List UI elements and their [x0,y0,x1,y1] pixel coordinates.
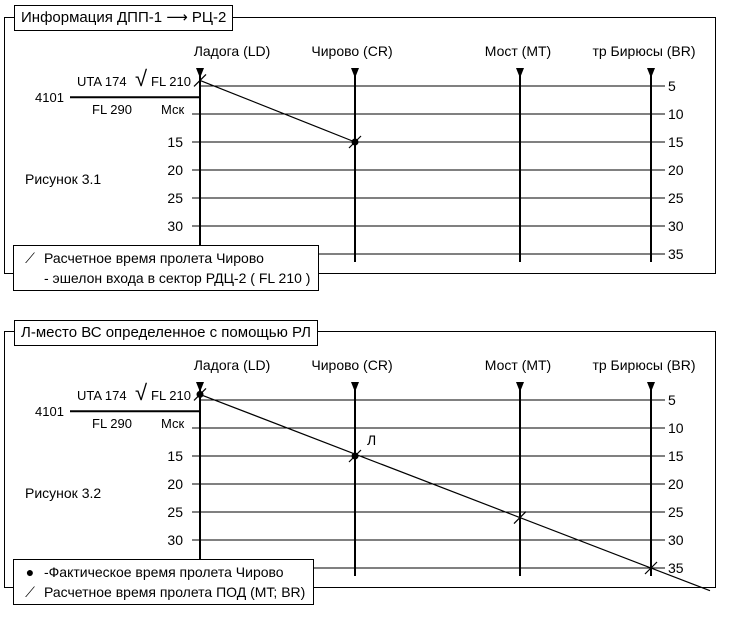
flight-number: 4101 [35,90,64,106]
flight-number: 4101 [35,404,64,420]
time-tick-right: 10 [668,106,684,122]
planned-level: FL 290 [92,416,132,431]
check-icon: √ [135,380,148,405]
route-point-label: Мост (MT) [484,43,552,59]
figure-label: Рисунок 3.2 [25,485,102,502]
route-point-marker-icon [516,382,524,392]
entry-level: FL 210 [151,74,191,89]
legend-2-row-1 [22,562,305,582]
time-tick-right: 20 [668,476,684,492]
route-point-label: Чирово (CR) [311,357,393,373]
route-point-label: Ладога (LD) [193,43,271,59]
figure-label: Рисунок 3.1 [25,171,102,188]
actual-time-dot [352,453,359,460]
check-icon: √ [135,66,148,91]
time-zone: Мск [161,416,185,431]
panel-title-2: Л-место ВС определенное с помощью РЛ [14,320,318,346]
legend-2-text-1: -Фактическое время пролета Чирово [44,564,284,580]
time-tick-right: 10 [668,420,684,436]
time-zone: Мск [161,102,185,117]
time-tick-left: 15 [167,448,183,464]
planned-level: FL 290 [92,102,132,117]
legend-2-row-2 [22,582,305,602]
legend-2 [13,559,314,605]
time-tick-left: 25 [167,504,183,520]
route-point-label: тр Бирюсы (BR) [592,357,696,373]
flight-callsign: UTA 174 [77,74,127,89]
time-tick-right: 15 [668,134,684,150]
actual-dot-icon: ● [25,564,35,580]
legend-1-text-2: - эшелон входа в сектор РДЦ-2 ( FL 210 ) [44,270,311,286]
entry-level: FL 210 [151,388,191,403]
time-tick-right: 25 [668,504,684,520]
time-tick-left: 15 [167,134,183,150]
estimate-mark-icon: ⟋ [25,250,35,266]
actual-time-dot [197,391,204,398]
route-point-marker-icon [647,382,655,392]
time-tick-right: 5 [668,78,676,94]
time-tick-right: 30 [668,218,684,234]
time-tick-left: 30 [167,218,183,234]
flight-callsign: UTA 174 [77,388,127,403]
time-tick-right: 30 [668,532,684,548]
time-tick-right: 35 [668,560,684,576]
route-point-marker-icon [196,382,204,392]
route-point-marker-icon [351,382,359,392]
time-tick-left: 30 [167,532,183,548]
time-tick-left: 20 [167,162,183,178]
radar-position-label: Л [367,431,377,448]
time-tick-right: 35 [668,246,684,262]
panel-title-1: Информация ДПП-1 ⟶ РЦ-2 [14,5,233,31]
legend-2-text-2: Расчетное время пролета ПОД (MT; BR) [44,584,306,600]
time-tick-right: 25 [668,190,684,206]
legend-1-text-1: Расчетное время пролета Чирово [44,250,264,266]
time-tick-right: 5 [668,392,676,408]
time-tick-left: 25 [167,190,183,206]
route-point-label: тр Бирюсы (BR) [592,43,696,59]
estimate-mark-icon: ⟋ [25,584,35,600]
time-tick-left: 20 [167,476,183,492]
time-tick-right: 20 [668,162,684,178]
time-tick-right: 15 [668,448,684,464]
route-point-label: Ладога (LD) [193,357,271,373]
route-point-label: Чирово (CR) [311,43,393,59]
route-point-label: Мост (MT) [484,357,552,373]
